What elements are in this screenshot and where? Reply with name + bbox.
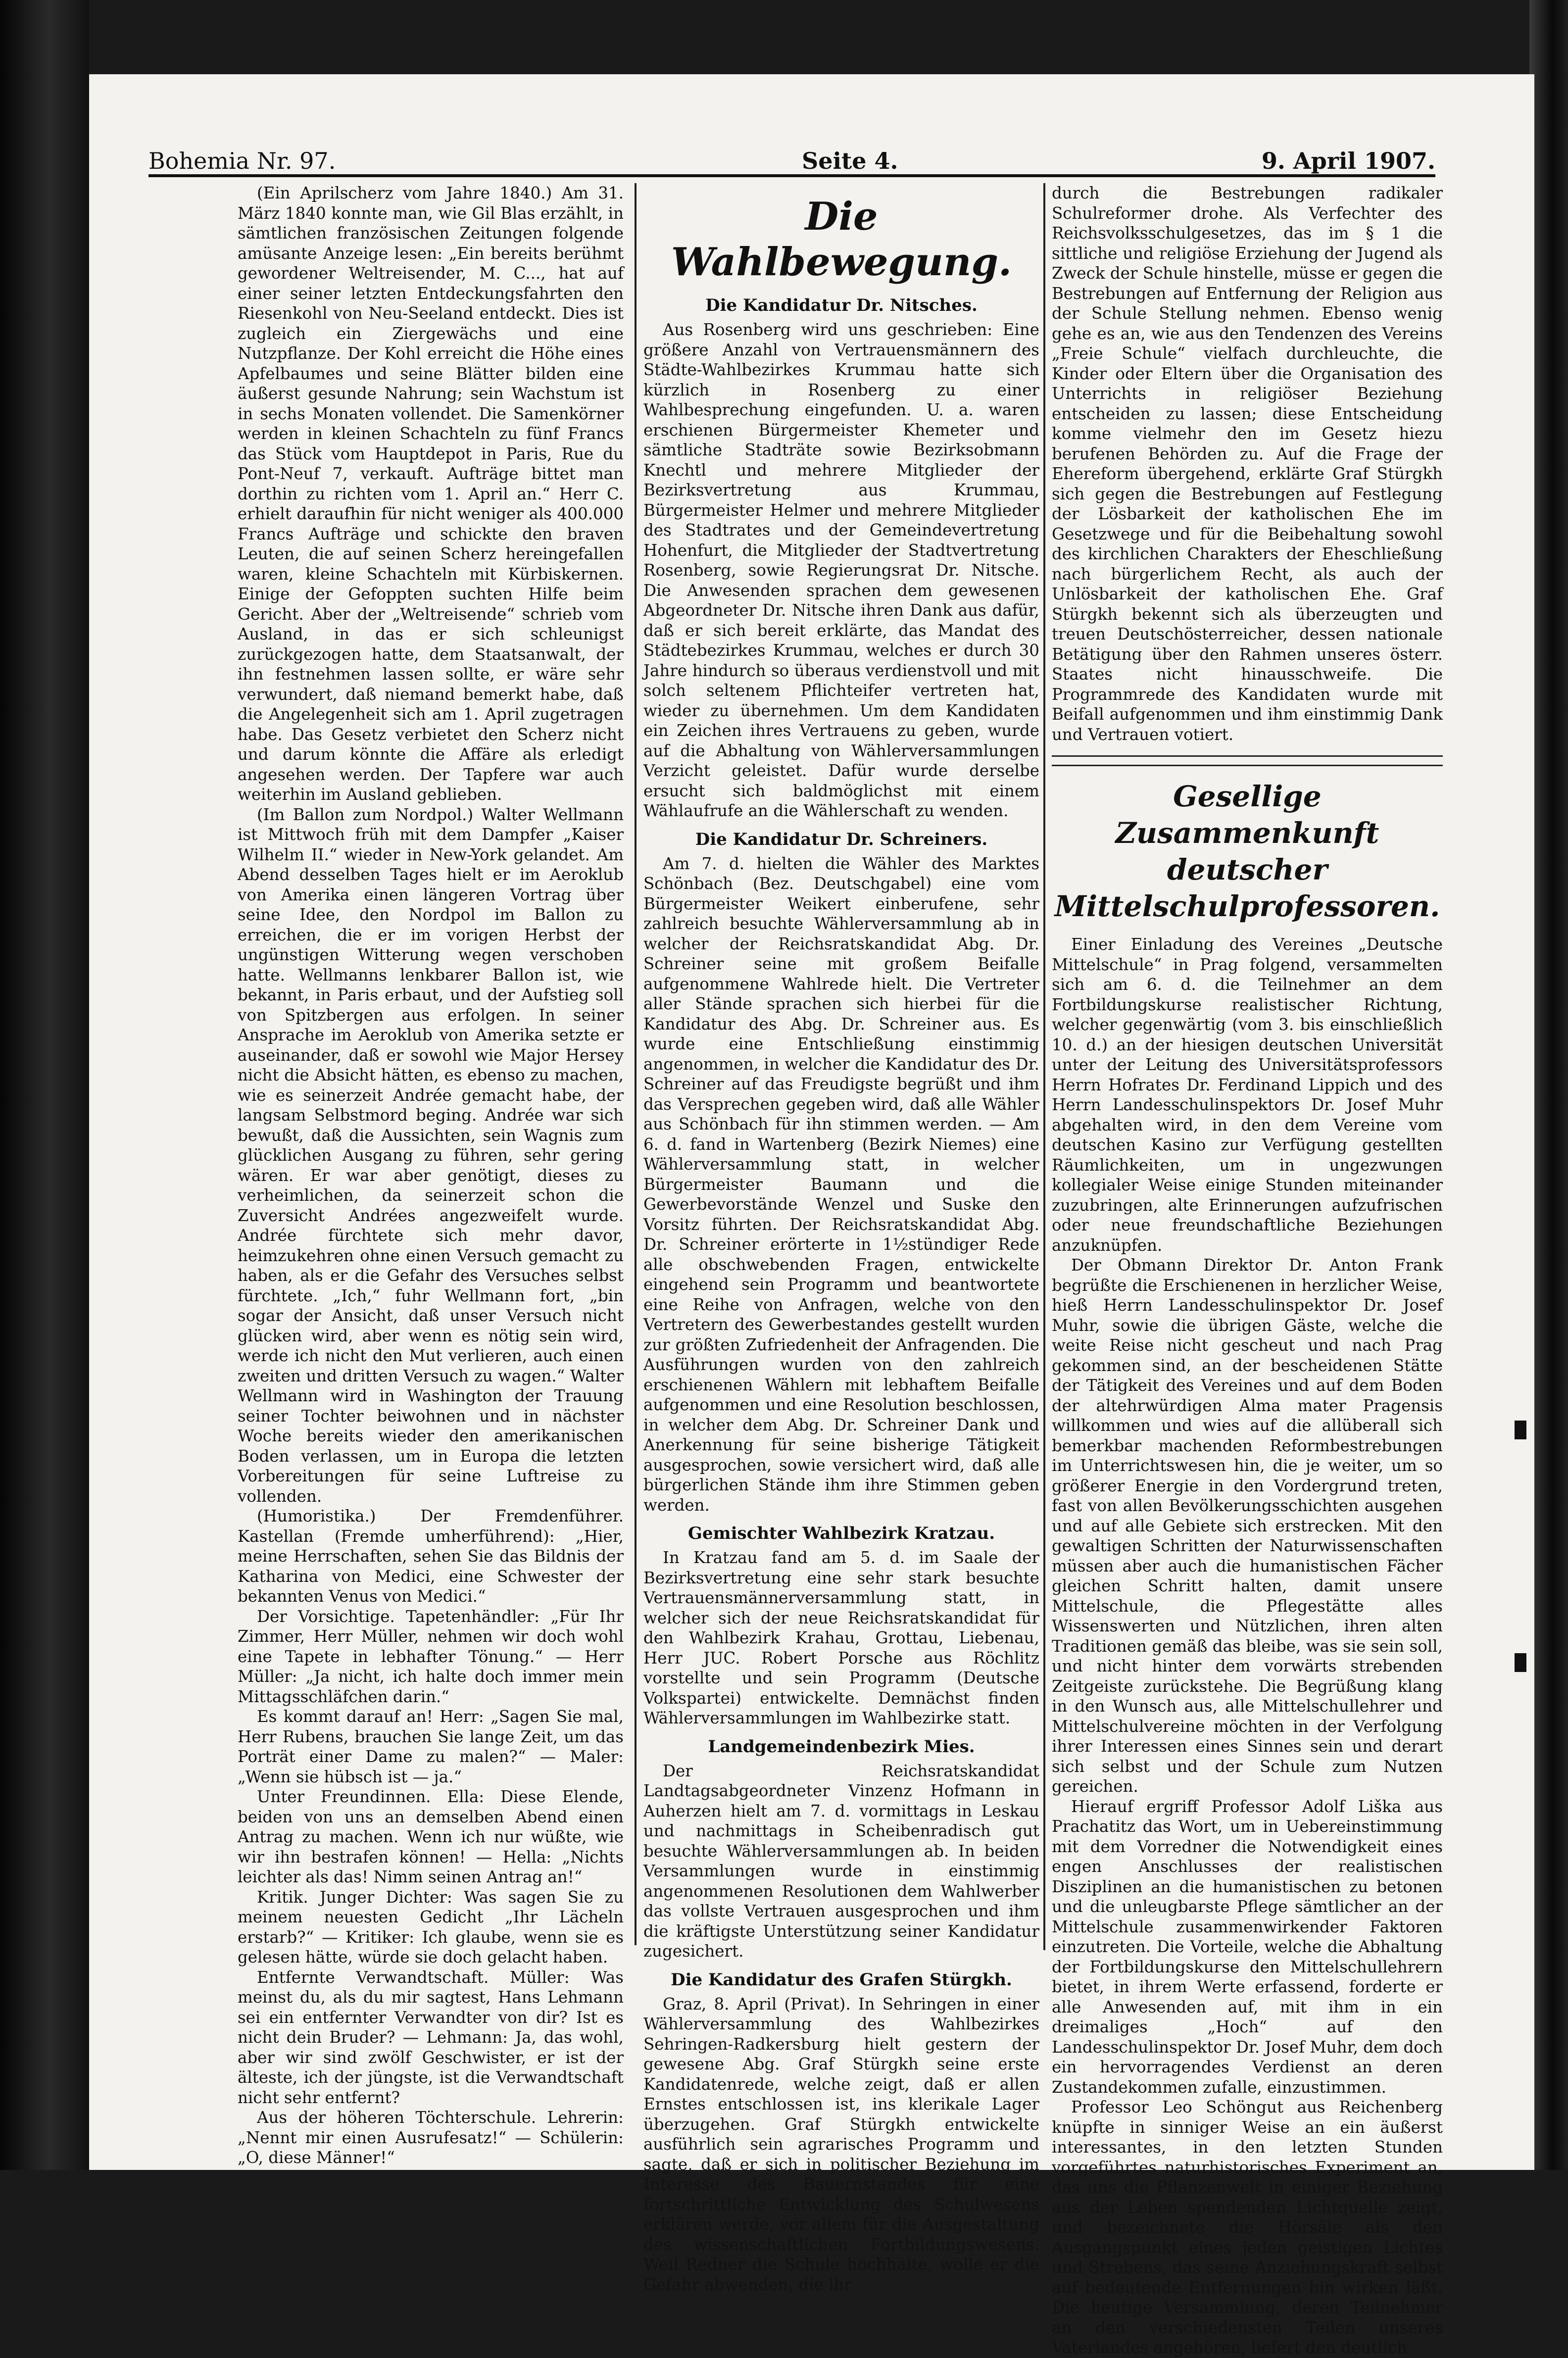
section-heading: Die Kandidatur des Grafen Stürgkh. bbox=[671, 1969, 1012, 1990]
professoren-paragraph: Einer Einladung des Vereines „Deutsche Mittelschule“ in Prag folgend, versammelten sich am 6. d. die Teilnehmer an dem Fortbildungskurse realistischer Richtung, welcher gegenwärtig (vom 3. bis einschließlich 10. d.) an der hiesigen deutschen Universität unter der Leitung des Universitätsprofessors Herrn Hofrates Dr. Ferdinand Lippich und des Herrn Landesschulinspektors Dr. Josef Muhr abgehalten wird, in den dem Vereine vom deutschen Kasino zur Verfügung gestellten Räumlichkeiten, um in ungezwungen kollegialer Weise einige Stunden miteinander zuzubringen, alte Erinnerungen aufzufrischen oder neue freundschaftliche Beziehungen anzuknüpfen. bbox=[1052, 935, 1443, 1255]
scan-right-border bbox=[1529, 0, 1568, 2170]
section-paragraph: Der Reichsratskandidat Landtagsabgeordneter Vinzenz Hofmann in Auherzen hielt am 7. d. vormittags in Leskau und nachmittags in Scheibenradisch gut besuchte Wählerversammlungen ab. In beiden Versammlungen wurde in einstimmig angenommenen Resolutionen dem Wahlwerber das vollste Vertrauen ausgesprochen und ihm die kräftigste Unterstützung seiner Kandidatur zugesichert. bbox=[643, 1761, 1039, 1961]
article-aprilscherz: (Ein Aprilscherz vom Jahre 1840.) Am 31. März 1840 konnte man, wie Gil Blas erzählt, in sämtlichen französischen Zeitungen folgende amüsante Anzeige lesen: „Ein bereits berühmt gewordener Weltreisender, M. C..., hat auf einer seiner letzten Entdeckungsfahrten den Riesenkohl von Neu-Seeland entdeckt. Dies ist zugleich ein Ziergewächs und eine Nutzpflanze. Der Kohl erreicht die Höhe eines Apfelbaumes und seine Blätter bilden eine äußerst gesunde Nahrung; sein Wachstum ist in sechs Monaten vollendet. Die Samenkörner werden in kleinen Schachteln zu fünf Francs das Stück vom Hauptdepot in Paris, Rue du Pont-Neuf 7, verkauft. Aufträge bittet man dorthin zu richten vom 1. April an.“ Herr C. erhielt daraufhin für nicht weniger als 400.000 Francs Aufträge und schickte den braven Leuten, die auf seinen Scherz hereingefallen waren, kleine Schachteln mit Kürbiskernen. Einige der Gefoppten suchten Hilfe beim Gericht. Aber der „Weltreisende“ schrieb vom Ausland, in das er sich schleunigst zurückgezogen hatte, dem Staatsanwalt, der ihn festnehmen lassen sollte, er wäre sehr verwundert, daß niemand bemerkt habe, daß die Angelegenheit sich am 1. April zugetragen habe. Das Gesetz verbietet den Scherz nicht und darum könnte die Affäre als erledigt angesehen werden. Der Tapfere war auch weiterhin im Ausland geblieben. bbox=[238, 184, 624, 804]
masthead-rule bbox=[148, 174, 1435, 177]
joke-freundinnen: Unter Freundinnen. Ella: Diese Elende, beiden von uns an demselben Abend einen Antrag zu machen. Wenn ich nur wüßte, wie wir ihn bestrafen können! — Hella: „Nichts leichter als das! Nimm seinen Antrag an!“ bbox=[238, 1787, 624, 1886]
stuergkh-continuation: durch die Bestrebungen radikaler Schulreformer drohe. Als Verfechter des Reichsvolksschulgesetzes, das im § 1 die sittliche und religiöse Erziehung der Jugend als Zweck der Schule hinstelle, müsse er gegen die Bestrebungen auf Entfernung der Religion aus der Schule Stellung nehmen. Ebenso wenig gehe es an, wie aus den Tendenzen des Vereins „Freie Schule“ vielfach durchleuchte, die Kinder oder Eltern über die Organisation des Unterrichts in religiöser Beziehung entscheiden zu lassen; diese Entscheidung komme vielmehr den im Gesetz hiezu berufenen Behörden zu. Auf die Frage der Ehereform übergehend, erklärte Graf Stürgkh sich gegen die Bestrebungen auf Festlegung der Lösbarkeit der katholischen Ehe im Gesetzwege und für die Beibehaltung sowohl des kirchlichen Charakters der Eheschließung nach bürgerlichem Recht, als auch der Unlösbarkeit der katholischen Ehe. Graf Stürgkh bekennt sich als überzeugten und treuen Deutschösterreicher, dessen nationale Betätigung über den Rahmen unseres österr. Staates nicht hinausschweife. Die Programmrede des Kandidaten wurde mit Beifall aufgenommen und ihm einstimmig Dank und Vertrauen votiert. bbox=[1052, 184, 1443, 744]
margin-fragment-mark bbox=[1515, 1653, 1526, 1672]
section-paragraph: Am 7. d. hielten die Wähler des Marktes Schönbach (Bez. Deutschgabel) eine vom Bürgermeister Weikert einberufene, sehr zahlreich besuchte Wählerversammlung ab in welcher der Reichsratskandidat Abg. Dr. Schreiner seine mit großem Beifalle aufgenommene Wahlrede hielt. Die Vertreter aller Stände sprachen sich hierbei für die Kandidatur des Abg. Dr. Schreiner aus. Es wurde eine Entschließung einstimmig angenommen, in welcher die Kandidatur des Dr. Schreiner auf das Freudigste begrüßt und ihm das Versprechen gegeben wird, daß alle Wähler aus Schönbach für ihn stimmen werden. — Am 6. d. fand in Wartenberg (Bezirk Niemes) eine Wählerversammlung statt, in welcher Bürgermeister Baumann und die Gewerbevorstände Wenzel und Suske den Vorsitz führten. Der Reichsratskandidat Abg. Dr. Schreiner erörterte in 1½stündiger Rede alle obschwebenden Fragen, entwickelte eingehend sein Programm und beantwortete eine Reihe von Anfragen, welche von den Vertretern des Gewerbestandes gestellt wurden zur größten Zufriedenheit der Anfragenden. Die Ausführungen wurden von den zahlreich erschienenen Wählern mit lebhaftem Beifalle aufgenommen und eine Resolution beschlossen, in welcher dem Abg. Dr. Schreiner Dank und Anerkennung für seine bisherige Tätigkeit ausgesprochen, sowie versichert wird, daß alle bürgerlichen Stände ihm ihre Stimmen geben werden. bbox=[643, 854, 1039, 1515]
professoren-headline: Gesellige Zusammenkunft deutscher Mittelschulprofessoren. bbox=[1054, 780, 1440, 923]
section-rule bbox=[1052, 755, 1443, 757]
scan-left-border bbox=[0, 0, 89, 2170]
column-divider-1 bbox=[635, 183, 637, 1945]
joke-toechterschule: Aus der höheren Töchterschule. Lehrerin: „Nennt mir einen Ausrufesatz!“ — Schülerin: „O, diese Männer!“ bbox=[238, 2108, 624, 2167]
section-paragraph: In Kratzau fand am 5. d. im Saale der Bezirksvertretung eine sehr stark besuchte Vertrauensmännerversammlung statt, in welcher sich der neue Reichsratskandidat für den Wahlbezirk Krahau, Grottau, Liebenau, Herr JUC. Robert Porsche aus Röchlitz vorstellte und sein Programm (Deutsche Volkspartei) entwickelte. Demnächst finden Wählerversammlungen im Wahlbezirke statt. bbox=[643, 1548, 1039, 1727]
section-rule bbox=[1052, 765, 1443, 766]
joke-kommt-darauf-an: Es kommt darauf an! Herr: „Sagen Sie mal, Herr Rubens, brauchen Sie lange Zeit, um das Porträt einer Dame zu malen?“ — Maler: „Wenn sie hübsch ist — ja.“ bbox=[238, 1707, 624, 1786]
professoren-paragraph: Der Obmann Direktor Dr. Anton Frank begrüßte die Erschienenen in herzlicher Weise, hieß Herrn Landesschulinspektor Dr. Josef Muhr, sowie die übrigen Gäste, welche die weite Reise nicht gescheut und nach Prag gekommen sind, an der bescheidenen Stätte der Tätigkeit des Vereines und auf dem Boden der altehrwürdigen Alma mater Pragensis willkommen und wies auf die allüberall sich bemerkbar machenden Reformbestrebungen im Unterrichtswesen hin, die je weiter, um so größerer Energie in den Vordergrund treten, fast von allen Bevölkerungsschichten ausgehen und auf alle Gebiete sich erstrecken. Mit den gewaltigen Schritten der Naturwissenschaften müssen aber auch die humanistischen Fächer gleichen Schritt halten, damit unsere Mittelschule, die Pflegestätte alles Wissenswerten und Nützlichen, ihren alten Traditionen gemäß das bleibe, was sie sein soll, und nicht hinter dem vorwärts strebenden Zeitgeiste zurückstehe. Die Begrüßung klang in den Wunsch aus, alle Mittelschullehrer und Mittelschulvereine möchten in der Verfolgung ihrer Interessen eines Sinnes sein und derart sich selbst und der Schule zum Nutzen gereichen. bbox=[1052, 1256, 1443, 1796]
joke-vorsichtige: Der Vorsichtige. Tapetenhändler: „Für Ihr Zimmer, Herr Müller, nehmen wir doch wohl eine Tapete in lebhafter Tönung.“ — Herr Müller: „Ja nicht, ich halte doch immer mein Mittagsschläfchen darin.“ bbox=[238, 1607, 624, 1706]
article-ballon-nordpol: (Im Ballon zum Nordpol.) Walter Wellmann ist Mittwoch früh mit dem Dampfer „Kaiser Wilhelm II.“ wieder in New-York gelandet. Am Abend desselben Tages hielt er im Aeroklub von Amerika einen längeren Vortrag über seine Idee, den Nordpol im Ballon zu erreichen, die er im vorigen Herbst der ungünstigen Witterung wegen verschoben hatte. Wellmanns lenkbarer Ballon ist, wie bekannt, in Paris erbaut, und der Aufstieg soll von Spitzbergen aus erfolgen. In seiner Ansprache im Aeroklub von Amerika setzte er auseinander, daß er sowohl wie Major Hersey nicht die Absicht hätten, es ebenso zu machen, wie es seinerzeit Andrée gemacht habe, der langsam Selbstmord beging. Andrée war sich bewußt, daß die Aussichten, sein Wagnis zum glücklichen Ausgang zu führen, sehr gering wären. Er war aber genötigt, dieses zu verheimlichen, da seinerzeit schon die Zuversicht Andrées angezweifelt wurde. Andrée fürchtete sich mehr davor, heimzukehren ohne einen Versuch gemacht zu haben, als er die Gefahr des Versuches selbst fürchtete. „Ich,“ fuhr Wellmann fort, „bin sogar der Ansicht, daß unser Versuch nicht glücken wird, aber wenn es nötig sein wird, werde ich nicht den Mut verlieren, auch einen zweiten und dritten Versuch zu wagen.“ Walter Wellmann wird in Washington der Trauung seiner Tochter beiwohnen und in nächster Woche bereits wieder den amerikanischen Boden verlassen, um in Europa die letzten Vorbereitungen für seine Luftreise zu vollenden. bbox=[238, 805, 624, 1506]
section-paragraph: Aus Rosenberg wird uns geschrieben: Eine größere Anzahl von Vertrauensmännern des Städte-Wahlbezirkes Krummau hatte sich kürzlich in Rosenberg zu einer Wahlbesprechung eingefunden. U. a. waren erschienen Bürgermeister Khemeter und sämtliche Stadträte sowie Bezirksobmann Knechtl und mehrere Mitglieder der Bezirksvertretung aus Krummau, Bürgermeister Helmer und mehrere Mitglieder des Stadtrates und der Gemeindevertretung Hohenfurt, die Mitglieder der Stadtvertretung Rosenberg, sowie Regierungsrat Dr. Nitsche. Die Anwesenden sprachen dem gewesenen Abgeordneter Dr. Nitsche ihren Dank aus dafür, daß er sich bereit erklärte, das Mandat des Städtebezirkes Krummau, welches er durch 30 Jahre hindurch so überaus verdienstvoll und mit solch seltenem Pflichteifer vertreten hat, wieder zu übernehmen. Um dem Kandidaten ein Zeichen ihres Vertrauens zu geben, wurde auf die Abhaltung von Wählerversammlungen Verzicht geleistet. Dafür wurde derselbe ersucht sich baldmöglichst mit einem Wählaufrufe an die Wählerschaft zu wenden. bbox=[643, 320, 1039, 820]
professoren-paragraph: Professor Leo Schöngut aus Reichenberg knüpfte in sinniger Weise an ein äußerst interessantes, in den letzten Stunden vorgeführtes naturhistorisches Experiment an, das uns die Pflanzenwelt in einiger Beziehung aus der Leben spendenden Lichtquelle zeigt, und bezeichnete die Hörsäle als den Ausgangspunkt eines jeden geistigen Lichtes und Strebens, das seine Anziehungskraft selbst auf bedeutende Entfernungen hin wirken läßt. Die heutige Versammlung, deren Teilnehmer an den verschiedensten Teilen unseres Vaterlandes angehören, liefert den deutlich bbox=[1052, 2098, 1443, 2357]
section-heading: Landgemeindenbezirk Mies. bbox=[708, 1736, 975, 1757]
section-heading: Die Kandidatur Dr. Schreiners. bbox=[695, 829, 988, 849]
section-heading: Gemischter Wahlbezirk Kratzau. bbox=[687, 1523, 995, 1543]
column-2-wahlbewegung bbox=[643, 183, 1039, 2294]
wahlbewegung-headline: Die Wahlbewegung. bbox=[671, 194, 1012, 285]
masthead-page-number: Seite 4. bbox=[802, 147, 898, 174]
joke-verwandtschaft: Entfernte Verwandtschaft. Müller: Was meinst du, als du mir sagtest, Hans Lehmann sei ein entfernter Verwandter von dir? Ist es nicht dein Bruder? — Lehmann: Ja, das wohl, aber wir sind zwölf Geschwister, er ist der älteste, ich der jüngste, ist die Verwandtschaft nicht sehr entfernt? bbox=[238, 1967, 624, 2107]
column-divider-2 bbox=[1043, 183, 1045, 1950]
masthead-date: 9. April 1907. bbox=[1261, 147, 1435, 174]
margin-fragment-mark bbox=[1515, 1421, 1526, 1439]
section-paragraph: Graz, 8. April (Privat). In Sehringen in einer Wählerversammlung des Wahlbezirkes Sehringen-Radkersburg hielt gestern der gewesene Abg. Graf Stürgkh seine erste Kandidatenrede, welche zeigt, daß er allen Ernstes entschlossen ist, ins klerikale Lager überzugehen. Graf Stürgkh entwickelte ausführlich sein agrarisches Programm und sagte, daß er sich in politischer Beziehung im Interesse des Bauernstandes für eine fortschrittliche Entwicklung des Schulwesens erklären werde, vor allem für die Ausgestaltung des wissenschaftlichen Fortbildungswesens. Weil Redner die Schule hochhalte, wolle er die Gefahr abwenden, die ihr bbox=[643, 1994, 1039, 2294]
joke-kritik: Kritik. Junger Dichter: Was sagen Sie zu meinem neuesten Gedicht „Ihr Lächeln erstarb?“ — Kritiker: Ich glaube, wenn sie es gelesen hätte, würde sie doch gelacht haben. bbox=[238, 1887, 624, 1966]
article-humoristika: (Humoristika.) Der Fremdenführer. Kastellan (Fremde umherführend): „Hier, meine Herrschaften, sehen Sie das Bildnis der Katharina von Medici, eine Schwester der bekannten Venus von Medici.“ bbox=[238, 1507, 624, 1606]
masthead-paper-name: Bohemia Nr. 97. bbox=[148, 147, 336, 174]
column-3 bbox=[1052, 183, 1443, 2357]
column-1-miscellany bbox=[238, 183, 624, 2167]
section-heading: Die Kandidatur Dr. Nitsches. bbox=[705, 295, 978, 315]
professoren-paragraph: Hierauf ergriff Professor Adolf Liška aus Prachatitz das Wort, um in Uebereinstimmung mit dem Vorredner die Notwendigkeit eines engen Anschlusses der realistischen Disziplinen an die humanistischen zu betonen und die unleugbarste Pflege sämtlicher an der Mittelschule zusammenwirkender Faktoren einzutreten. Die Vorteile, welche die Abhaltung der Fortbildungskurse den Mittelschullehrern bietet, in ihrem Werte erfassend, forderte er alle Anwesenden auf, mit ihm in ein dreimaliges „Hoch“ auf den Landesschulinspektor Dr. Josef Muhr, dem doch ein hervorragendes Verdienst an deren Zustandekommen zufalle, einzustimmen. bbox=[1052, 1797, 1443, 2097]
